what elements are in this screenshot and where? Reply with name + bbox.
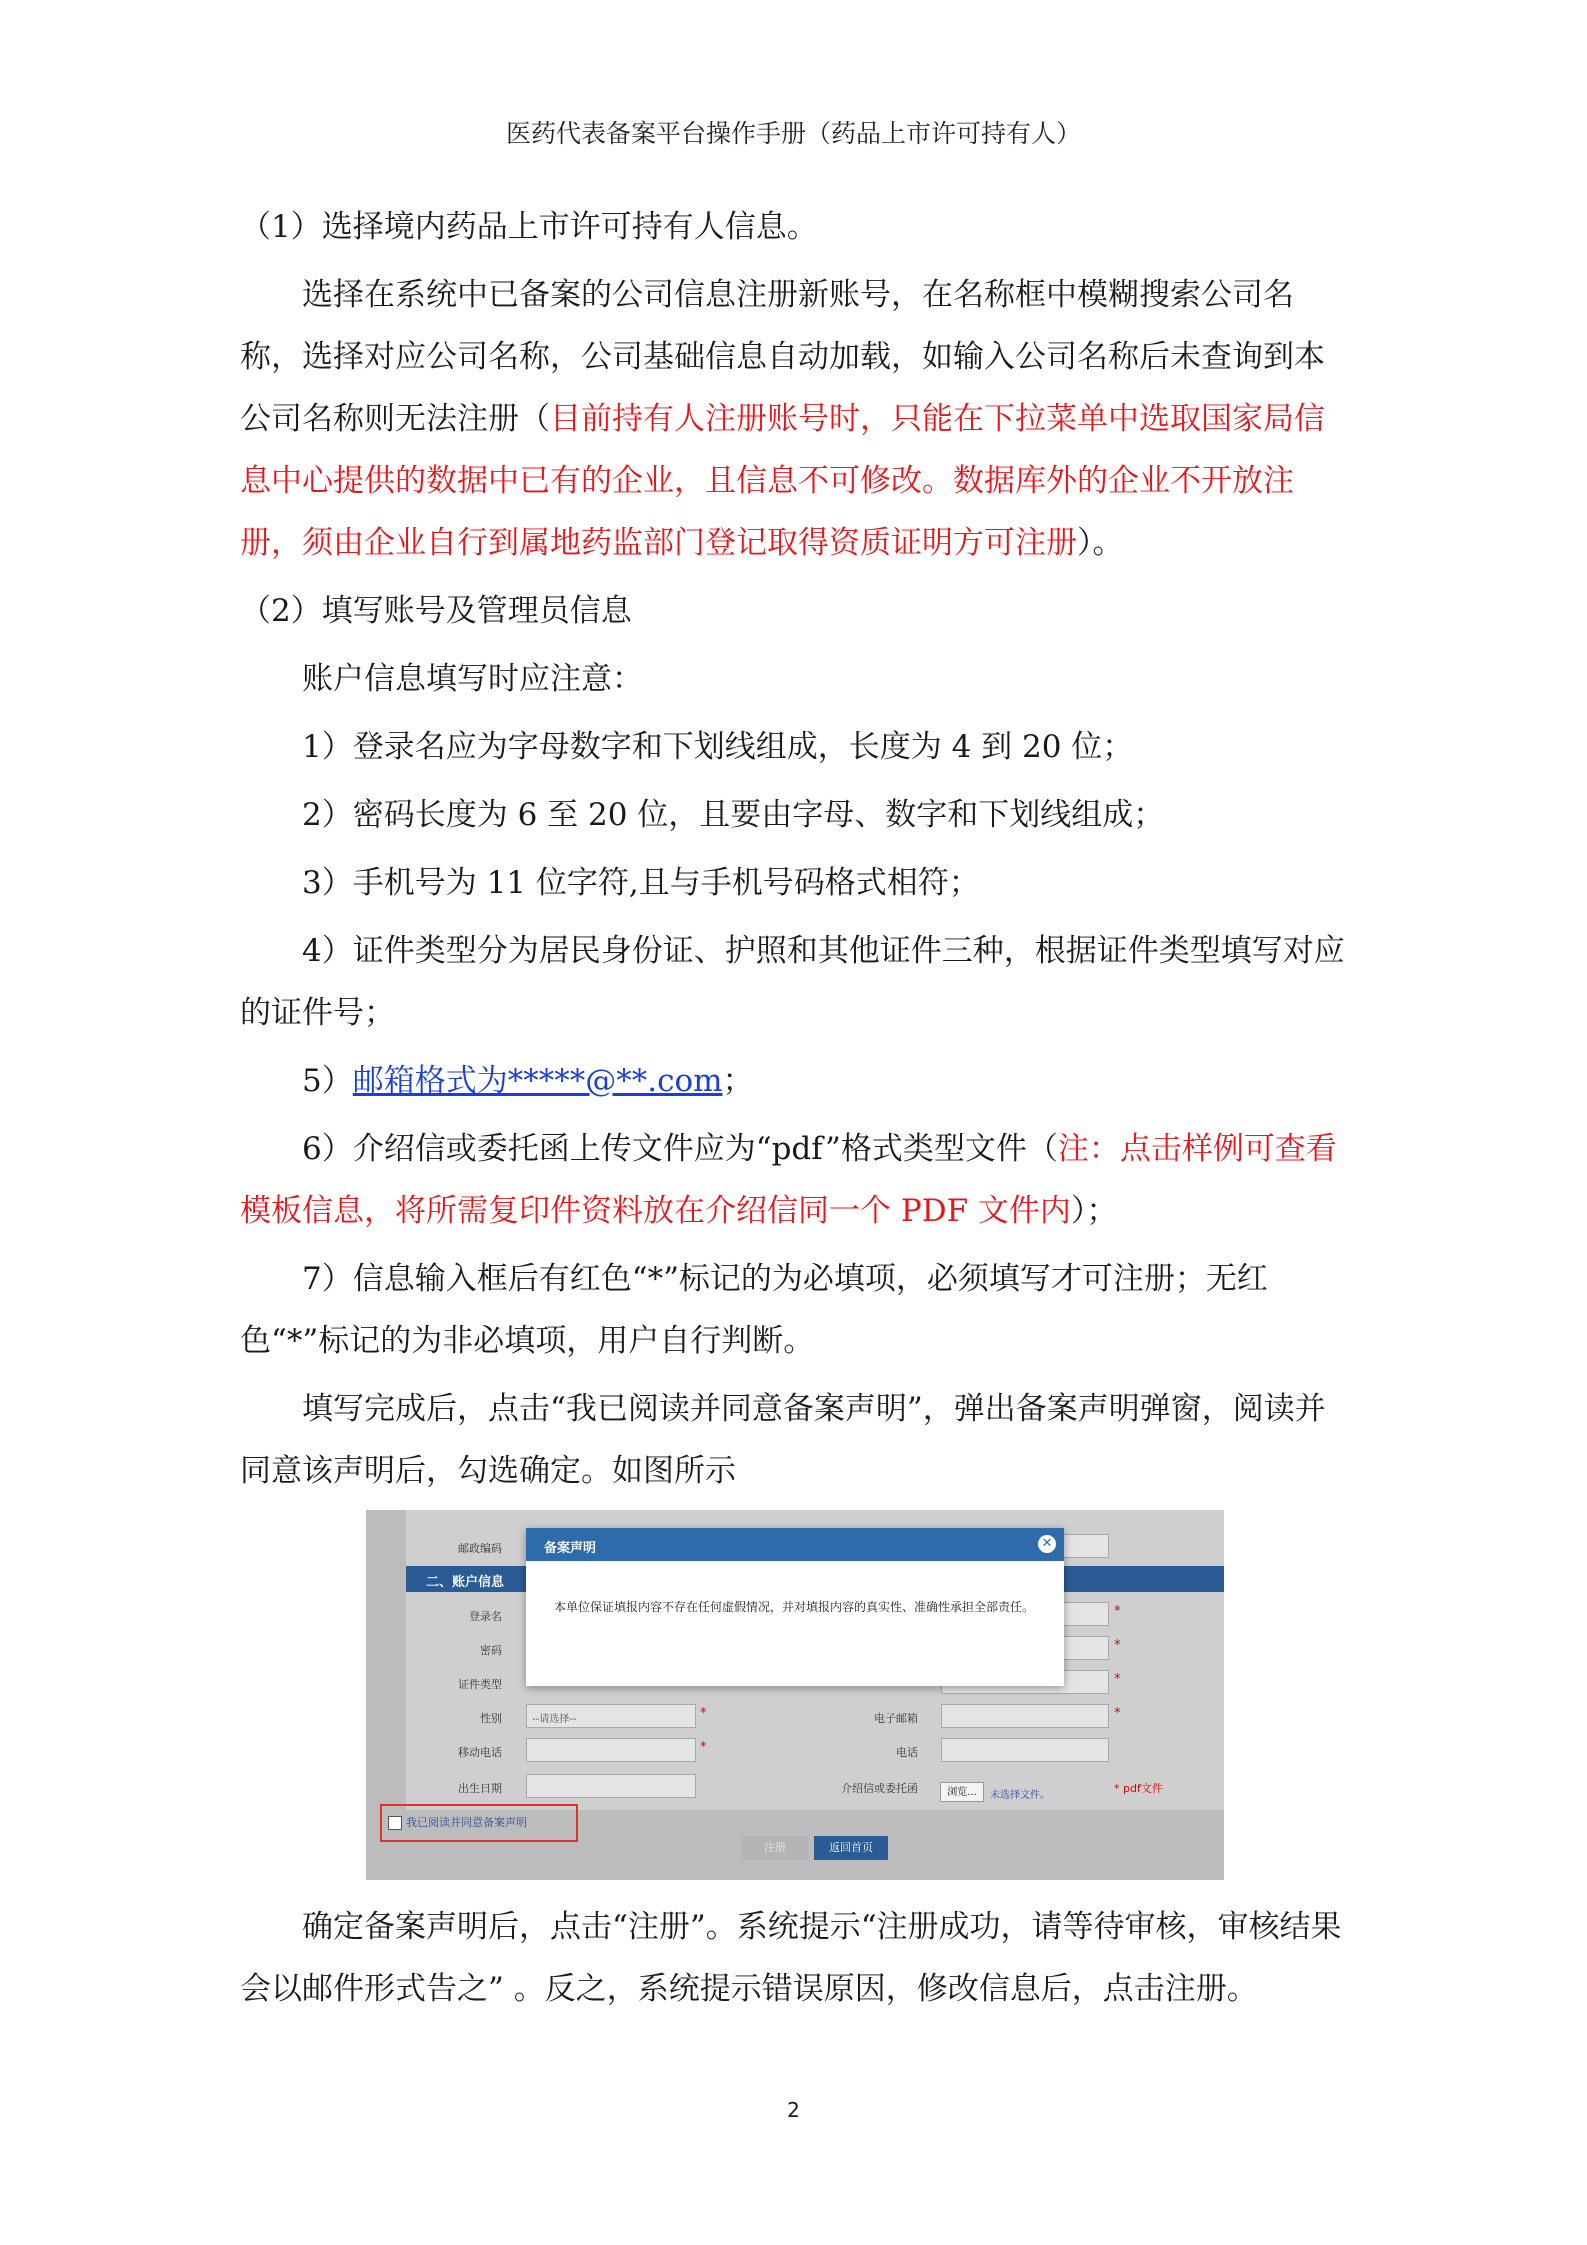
document-body: [240, 196, 1350, 2026]
paragraph-after-confirm: 确定备案声明后，点击“注册”。系统提示“注册成功，请等待审核，审核结果会以邮件形式告之” 。反之，系统提示错误原因，修改信息后，点击注册。: [240, 1909, 1342, 2007]
pdf-note: * pdf文件: [1114, 1782, 1163, 1795]
register-button[interactable]: 注册: [742, 1836, 808, 1860]
email-format-link[interactable]: 邮箱格式为*****@**.com: [352, 1063, 723, 1099]
email-input[interactable]: [941, 1704, 1109, 1728]
label-gender: 性别: [480, 1712, 502, 1725]
screenshot-figure: [366, 1510, 1224, 1880]
paragraph-end: ）。: [1077, 525, 1124, 561]
birth-date-input[interactable]: [526, 1774, 696, 1798]
page-number: 2: [787, 2098, 800, 2122]
back-home-button[interactable]: 返回首页: [814, 1836, 888, 1860]
rule-6-end: ）；: [1070, 1193, 1118, 1229]
label-letter: 介绍信或委托函: [841, 1782, 918, 1795]
rule-6-red-note: 注：点击样例可查看模板信息，将所需复印件资料放在介绍信同一个 PDF 文件内: [240, 1131, 1337, 1229]
mobile-input[interactable]: [526, 1738, 696, 1762]
label-login: 登录名: [469, 1610, 502, 1623]
modal-header: [526, 1528, 1064, 1561]
required-star: *: [1114, 1638, 1121, 1653]
required-star: *: [1114, 1706, 1121, 1721]
label-postal: 邮政编码: [458, 1542, 502, 1555]
step-2-heading: （2）填写账号及管理员信息: [240, 593, 632, 629]
agree-checkbox[interactable]: [388, 1816, 402, 1830]
rule-4: 4）证件类型分为居民身份证、护照和其他证件三种，根据证件类型填写对应的证件号；: [240, 933, 1345, 1031]
modal-title: 备案声明: [544, 1541, 597, 1556]
close-icon[interactable]: ✕: [1038, 1535, 1056, 1553]
paragraph-select-company: [240, 264, 1350, 574]
label-password: 密码: [480, 1644, 502, 1657]
rule-7: 7）信息输入框后有红色“*”标记的为必填项，必须填写才可注册；无红色“*”标记的为非必填项，用户自行判断。: [240, 1261, 1268, 1359]
label-id-type: 证件类型: [458, 1678, 502, 1691]
label-phone: 电话: [896, 1746, 918, 1759]
rule-5-prefix: 5）: [302, 1063, 353, 1099]
label-mobile: 移动电话: [458, 1746, 502, 1759]
page-header: 医药代表备案平台操作手册（药品上市许可持有人）: [505, 119, 1081, 148]
rule-2: 2）密码长度为 6 至 20 位，且要由字母、数字和下划线组成；: [302, 797, 1165, 833]
modal-text: 本单位保证填报内容不存在任何虚假情况，并对填报内容的真实性、准确性承担全部责任。: [554, 1600, 1035, 1614]
label-email: 电子邮箱: [874, 1712, 918, 1725]
paragraph-after-fill: 填写完成后，点击“我已阅读并同意备案声明”，弹出备案声明弹窗，阅读并同意该声明后，勾选确定。如图所示: [240, 1391, 1326, 1489]
paragraph-text: 选择在系统中已备案的公司信息注册新账号，在名称框中模糊搜索公司名称，选择对应公司名称，公司基础信息自动加载，如输入公司名称后未查询到本公司名称则无法注册（: [240, 277, 1325, 437]
rule-3: 3）手机号为 11 位字符,且与手机号码格式相符；: [302, 865, 980, 901]
no-file-text: 未选择文件。: [990, 1790, 1050, 1801]
rule-1: 1）登录名应为字母数字和下划线组成，长度为 4 到 20 位；: [302, 729, 1134, 765]
rules-intro: 账户信息填写时应注意：: [302, 661, 643, 697]
required-star: *: [700, 1740, 707, 1755]
section-title: 二、账户信息: [426, 1575, 505, 1590]
phone-input[interactable]: [941, 1738, 1109, 1762]
declaration-modal: [526, 1528, 1064, 1686]
rule-6: [240, 1118, 1350, 1242]
label-birth: 出生日期: [458, 1782, 502, 1795]
rule-6-text: 6）介绍信或委托函上传文件应为“pdf”格式类型文件（: [302, 1131, 1058, 1167]
rule-5-suffix: ；: [722, 1063, 754, 1099]
required-star: *: [1114, 1604, 1121, 1619]
step-1-heading: （1）选择境内药品上市许可持有人信息。: [240, 209, 818, 245]
browse-button[interactable]: 浏览...: [940, 1782, 984, 1802]
rule-5: [240, 1050, 1350, 1112]
gender-placeholder: --请选择--: [532, 1714, 577, 1725]
agree-label[interactable]: 我已阅读并同意备案声明: [406, 1816, 527, 1829]
red-warning-text: 目前持有人注册账号时，只能在下拉菜单中选取国家局信息中心提供的数据中已有的企业，且信息不可修改。数据库外的企业不开放注册，须由企业自行到属地药监部门登记取得资质证明方可注册: [240, 401, 1325, 561]
required-star: *: [1114, 1672, 1121, 1687]
required-star: *: [700, 1706, 707, 1721]
